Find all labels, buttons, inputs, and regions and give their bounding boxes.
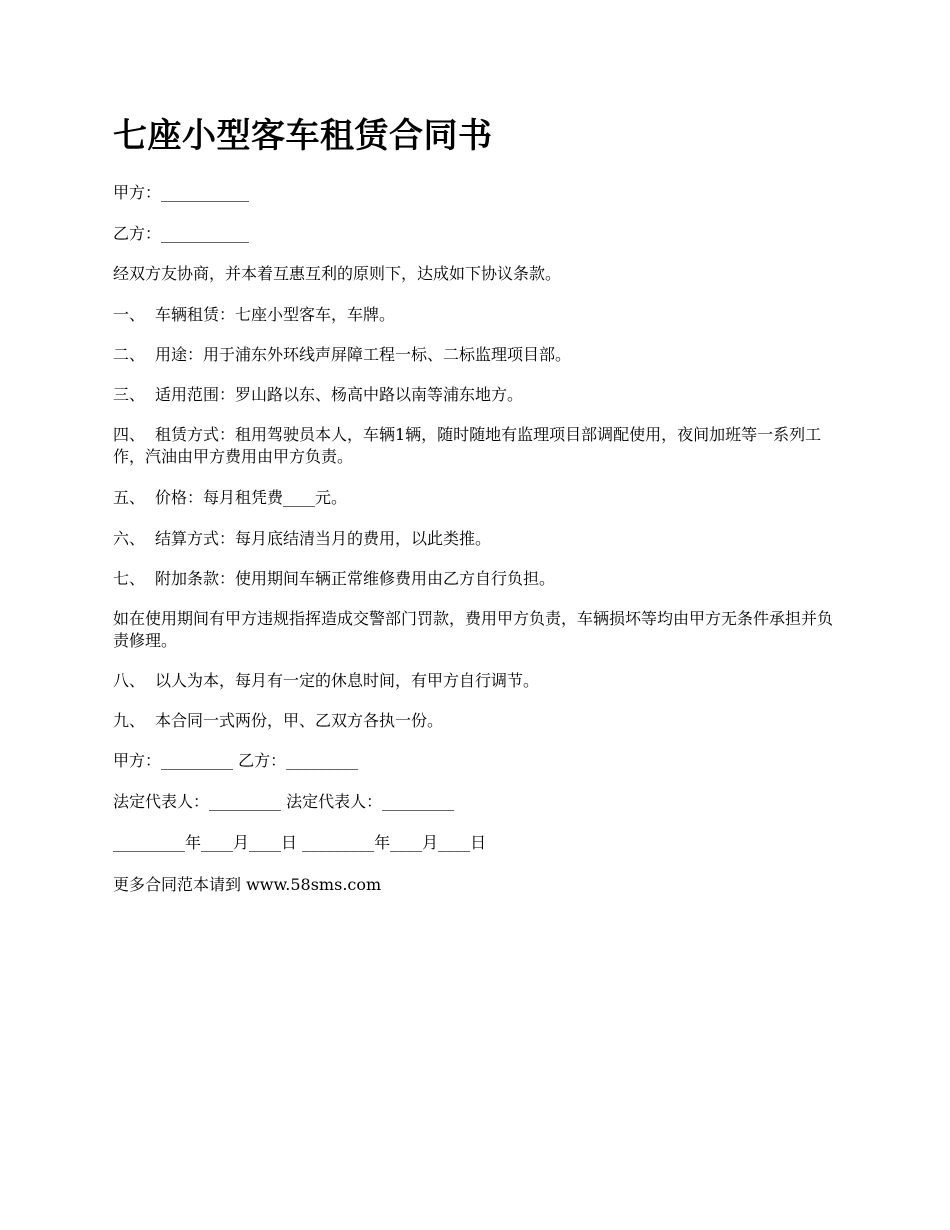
clause-text: 价格：每月租凭费____元。 bbox=[155, 488, 348, 507]
party-a-line: 甲方：___________ bbox=[113, 183, 250, 202]
signature-representatives-line: 法定代表人：_________ 法定代表人：_________ bbox=[113, 792, 455, 811]
clause-text: 租赁方式：租用驾驶员本人，车辆1辆，随时随地有监理项目部调配使用，夜间加班等一系列工作，汽油由甲方费用由甲方负责。 bbox=[113, 425, 822, 466]
clause-number: 五、 bbox=[113, 488, 146, 507]
clause-4 bbox=[113, 424, 843, 468]
clause-3 bbox=[113, 384, 843, 406]
clause-text: 车辆租赁：七座小型客车，车牌。 bbox=[155, 305, 396, 324]
clause-2 bbox=[113, 344, 843, 366]
clause-text: 适用范围：罗山路以东、杨高中路以南等浦东地方。 bbox=[155, 385, 524, 404]
clause-text: 以人为本，每月有一定的休息时间，有甲方自行调节。 bbox=[155, 671, 540, 690]
clause-number: 一、 bbox=[113, 305, 146, 324]
clause-text: 附加条款：使用期间车辆正常维修费用由乙方自行负担。 bbox=[155, 569, 556, 588]
clause-number: 四、 bbox=[113, 425, 146, 444]
clause-text: 结算方式：每月底结清当月的费用，以此类推。 bbox=[155, 529, 492, 548]
clause-text: 用途：用于浦东外环线声屏障工程一标、二标监理项目部。 bbox=[155, 345, 572, 364]
clause-1 bbox=[113, 304, 843, 326]
clause-7-continuation: 如在使用期间有甲方违规指挥造成交警部门罚款，费用甲方负责，车辆损坏等均由甲方无条件承担并负责修理。 bbox=[113, 609, 834, 650]
footer-note: 更多合同范本请到 www.58sms.com bbox=[113, 875, 382, 894]
clause-9 bbox=[113, 710, 843, 732]
clause-number: 六、 bbox=[113, 529, 146, 548]
clause-8 bbox=[113, 670, 843, 692]
clause-number: 二、 bbox=[113, 345, 146, 364]
signature-parties-line: 甲方：_________ 乙方：_________ bbox=[113, 751, 359, 770]
clause-number: 九、 bbox=[113, 711, 146, 730]
clause-5 bbox=[113, 487, 843, 509]
party-b-line: 乙方：___________ bbox=[113, 224, 250, 243]
clause-7 bbox=[113, 568, 843, 590]
clause-6 bbox=[113, 528, 843, 550]
clause-number: 七、 bbox=[113, 569, 146, 588]
signature-dates-line: _________年____月____日 _________年____月____日 bbox=[113, 833, 487, 852]
document-title: 七座小型客车租赁合同书 bbox=[113, 116, 493, 156]
intro-paragraph: 经双方友协商，并本着互惠互利的原则下，达成如下协议条款。 bbox=[113, 264, 562, 283]
clause-number: 三、 bbox=[113, 385, 146, 404]
clause-text: 本合同一式两份，甲、乙双方各执一份。 bbox=[155, 711, 444, 730]
clause-number: 八、 bbox=[113, 671, 146, 690]
